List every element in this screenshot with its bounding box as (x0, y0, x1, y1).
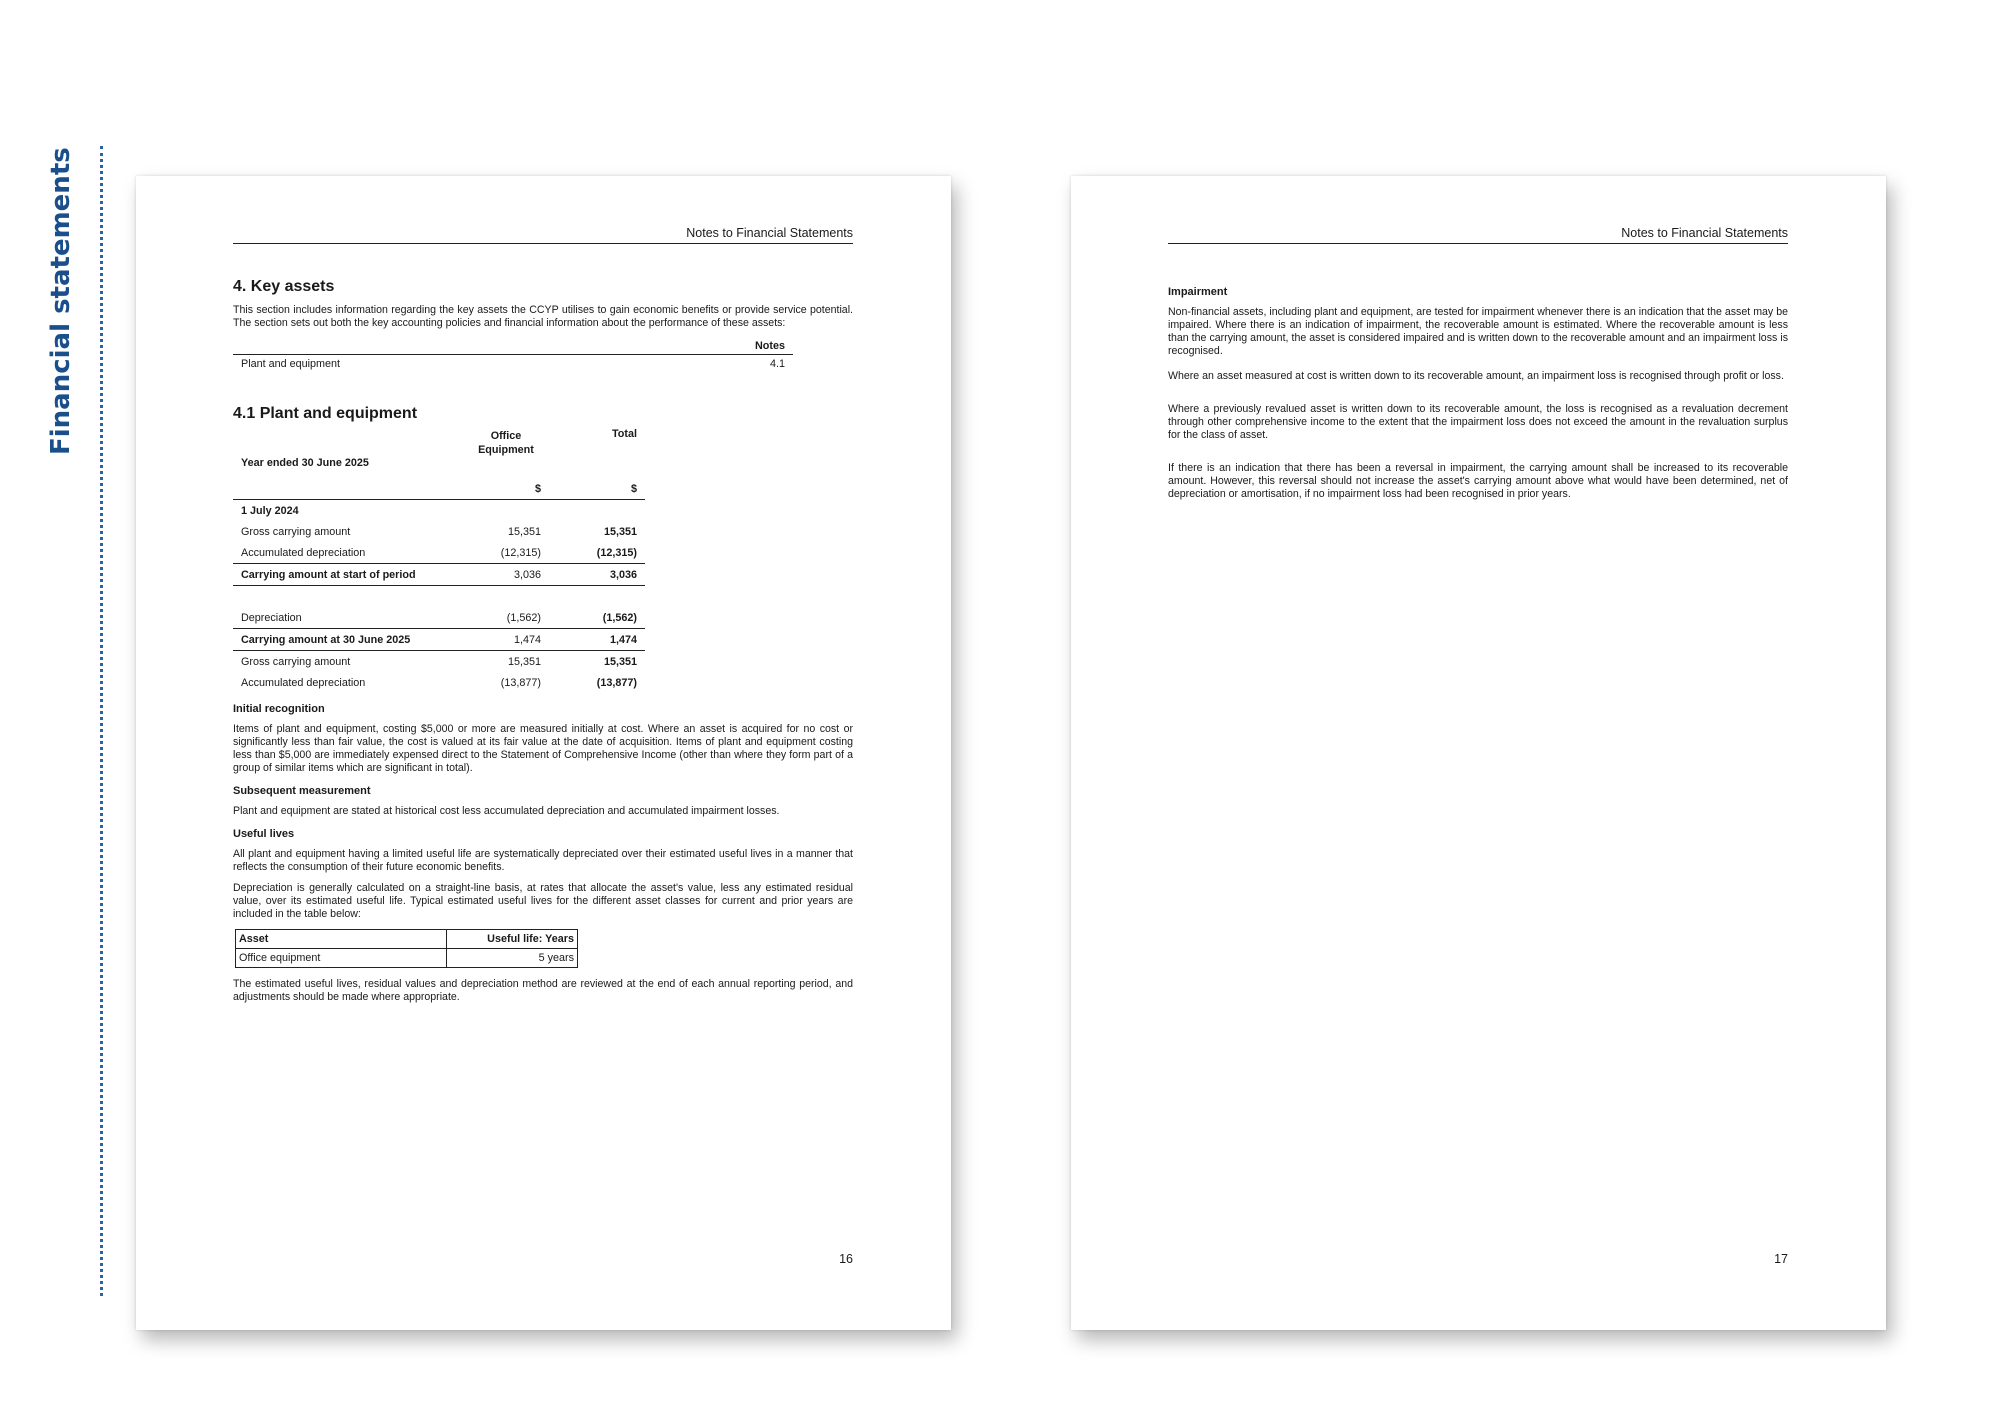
initial-recognition-heading: Initial recognition (233, 703, 325, 715)
row-total-value: (1,562) (549, 607, 645, 629)
row-office-value: 15,351 (507, 655, 541, 668)
table-row (233, 564, 645, 586)
notes-header: Notes (233, 338, 793, 355)
section-title: 4. Key assets (233, 278, 335, 295)
currency-col2: $ (549, 478, 645, 500)
useful-life-years: 5 years (447, 949, 578, 968)
table-row (233, 355, 793, 374)
currency-col1: $ (463, 478, 549, 500)
running-header: Notes to Financial Statements (1168, 226, 1788, 244)
row-label: Accumulated depreciation (241, 676, 366, 689)
section-intro: This section includes information regarding the key assets the CCYP utilises to gain economic benefits or provide service potential. The section sets out both the key accounting policies and financial information about the performance of these assets: (233, 304, 853, 329)
page-16-content (233, 226, 853, 1012)
row-total-value: 15,351 (603, 655, 637, 668)
row-label: Accumulated depreciation (233, 542, 463, 564)
row-label: Gross carrying amount (241, 655, 351, 668)
row-office-value: (1,562) (463, 607, 549, 629)
row-office-value: (12,315) (463, 542, 549, 564)
useful-life-table (235, 929, 578, 968)
notes-row-label: Plant and equipment (241, 358, 341, 370)
row-office-value: (13,877) (500, 676, 541, 689)
row-label: Depreciation (233, 607, 463, 629)
row-total-value: (13,877) (596, 676, 637, 689)
page-16 (136, 176, 951, 1330)
row-label: Carrying amount at start of period (233, 564, 463, 586)
year-label: Year ended 30 June 2025 (241, 457, 369, 469)
row-total-value: 3,036 (549, 564, 645, 586)
subsequent-measurement-heading: Subsequent measurement (233, 785, 371, 797)
table-row (233, 672, 645, 693)
page-17-content (1168, 226, 1788, 509)
page-number: 17 (1774, 1252, 1788, 1266)
impairment-heading: Impairment (1168, 286, 1228, 298)
table-row (233, 651, 645, 673)
table-row (233, 629, 645, 651)
useful-life-col-asset: Asset (236, 930, 447, 949)
col-header-office-equipment: Office Equipment (478, 430, 534, 456)
notes-table (233, 338, 793, 373)
table-row (233, 521, 645, 542)
row-total-value: 1,474 (549, 629, 645, 651)
subsection-title: 4.1 Plant and equipment (233, 405, 418, 422)
running-header: Notes to Financial Statements (233, 226, 853, 244)
useful-lives-text-1: All plant and equipment having a limited useful life are systematically depreciated over their estimated useful lives in a manner that reflects the consumption of their future economic benefits. (233, 848, 853, 873)
row-total-value: 15,351 (603, 525, 637, 538)
page-number: 16 (839, 1252, 853, 1266)
useful-life-asset: Office equipment (236, 949, 447, 968)
page-17 (1071, 176, 1886, 1330)
subsequent-measurement-text: Plant and equipment are stated at historical cost less accumulated depreciation and accumulated impairment losses. (233, 805, 780, 817)
row-label: Carrying amount at 30 June 2025 (233, 629, 463, 651)
impairment-paragraph-1: Non-financial assets, including plant and equipment, are tested for impairment whenever there is an indication that the asset may be impaired. Where there is an indication of impairment, the recoverable amount is estimated. Where the recoverable amount is less than the carrying amount, the asset is considered impaired and is written down to the recoverable amount and an impairment loss is recognised. (1168, 306, 1788, 357)
useful-lives-heading: Useful lives (233, 828, 295, 840)
notes-row-number: 4.1 (769, 358, 785, 370)
row-office-value: 3,036 (463, 564, 549, 586)
row-label: Gross carrying amount (241, 525, 351, 538)
impairment-paragraph-2: Where an asset measured at cost is written down to its recoverable amount, an impairment loss is recognised through profit or loss. (1168, 370, 1784, 382)
col-header-total: Total (612, 428, 637, 440)
impairment-paragraph-4: If there is an indication that there has been a reversal in impairment, the carrying amount shall be increased to its recoverable amount. However, this reversal should not increase the asset's carrying amount above what would have been determined, net of depreciation or amortisation, if no impairment loss had been recognised in prior years. (1168, 462, 1788, 500)
useful-lives-text-2: Depreciation is generally calculated on a straight-line basis, at rates that allocate the asset's value, less any estimated residual value, over its estimated useful life. Typical estimated useful lives for the different asset classes for current and prior years are included in the table below: (233, 882, 853, 920)
sidebar-title: Financial statements (46, 147, 76, 455)
sidebar-dotted-rule (100, 146, 103, 1296)
plant-equipment-table (233, 427, 645, 693)
initial-recognition-text: Items of plant and equipment, costing $5,000 or more are measured initially at cost. Where an asset is acquired for no cost or significantly less than fair value, the cost is valued at its fair value at the date of acquisition. Items of plant and equipment costing less than $5,000 are immediately expensed direct to the Statement of Comprehensive Income (other than where they form part of a group of similar items which are significant in total). (233, 723, 853, 774)
row-total-value: (12,315) (549, 542, 645, 564)
row-office-value: 15,351 (507, 525, 541, 538)
useful-life-col-years: Useful life: Years (447, 930, 578, 949)
row-office-value: 1,474 (463, 629, 549, 651)
table-row (233, 607, 645, 629)
useful-lives-text-3: The estimated useful lives, residual values and depreciation method are reviewed at the end of each annual reporting period, and adjustments should be made where appropriate. (233, 978, 853, 1003)
opening-date-label: 1 July 2024 (241, 504, 299, 517)
table-row (236, 949, 578, 968)
table-row (233, 542, 645, 564)
impairment-paragraph-3: Where a previously revalued asset is written down to its recoverable amount, the loss is recognised as a revaluation decrement through other comprehensive income to the extent that the impairment loss does not exceed the amount in the revaluation surplus for the class of asset. (1168, 403, 1788, 441)
